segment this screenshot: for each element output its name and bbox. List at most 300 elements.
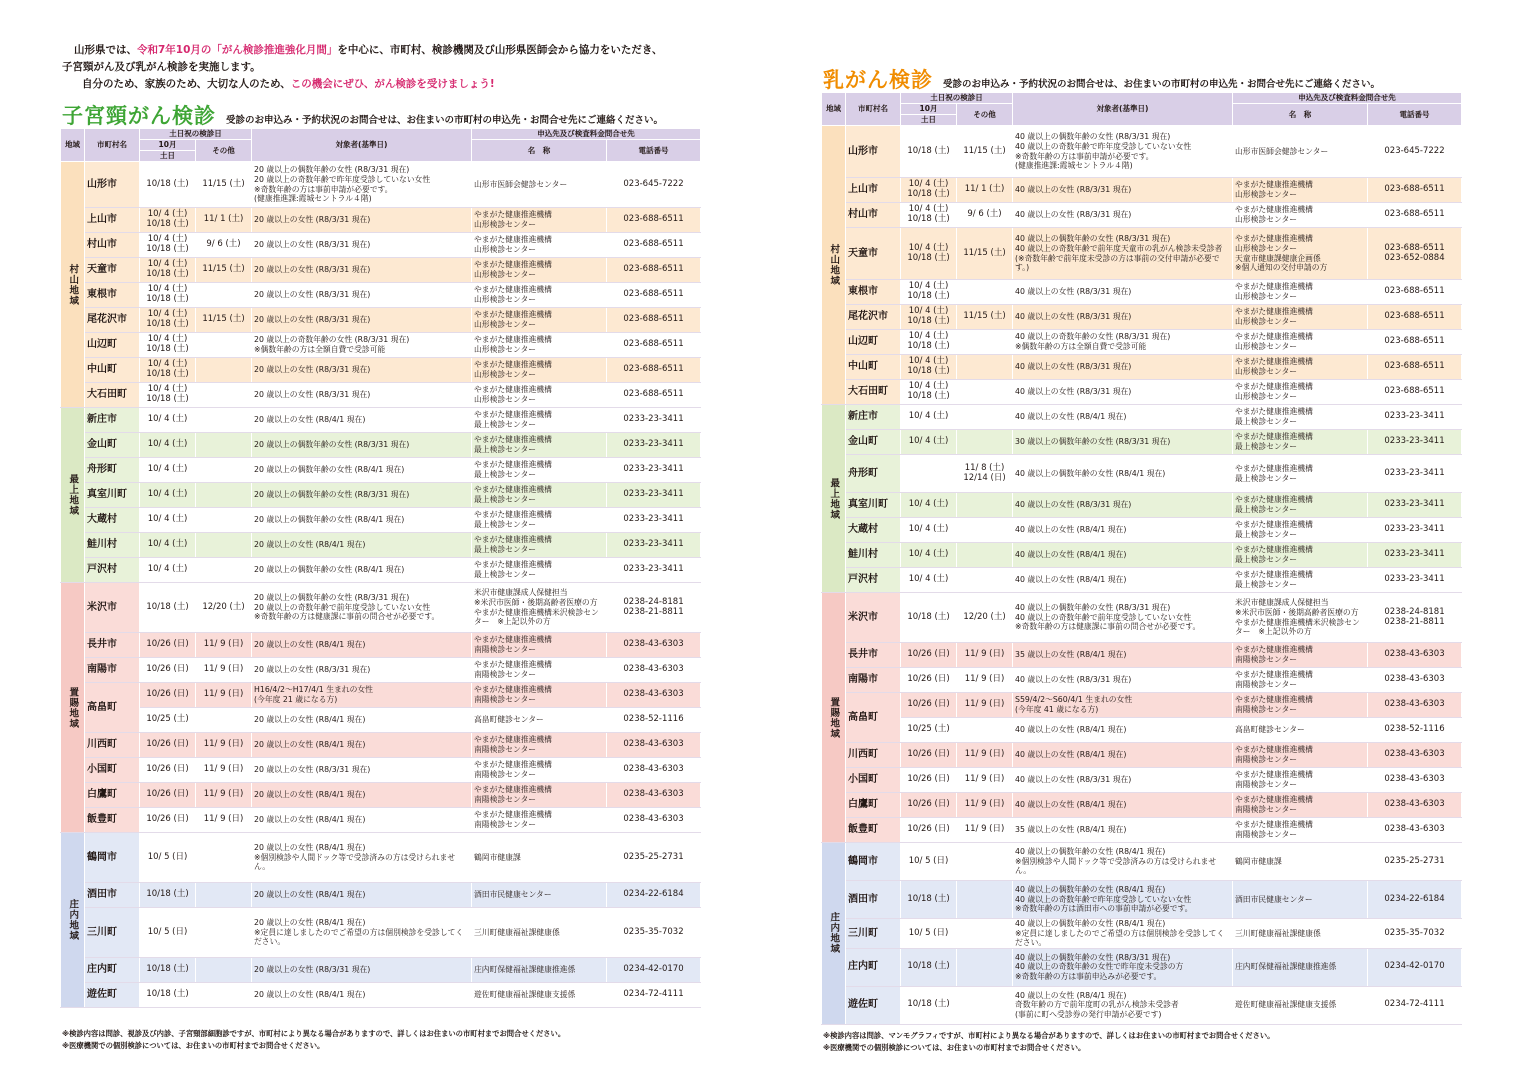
exam-date-other: 11/ 1 (土)	[957, 178, 1013, 203]
table-row	[822, 330, 1462, 355]
target-eligibility: 40 歳以上の女性 (R8/4/1 現在)	[1013, 793, 1233, 818]
table-row	[822, 643, 1462, 668]
contact-phone: 0238-43-6303	[1368, 643, 1462, 668]
table-row	[822, 305, 1462, 330]
contact-name: やまがた健康推進機構 最上検診センター	[1233, 405, 1368, 430]
table-row	[61, 658, 701, 683]
exam-date-october: 10/ 4 (土)	[901, 430, 957, 455]
municipality-name: 三川町	[85, 908, 140, 958]
exam-date-other	[957, 843, 1013, 881]
exam-date-october: 10/ 5 (日)	[140, 833, 196, 883]
exam-date-other	[196, 708, 252, 733]
table-row	[822, 203, 1462, 228]
contact-phone: 0238-43-6303	[607, 733, 701, 758]
region-label: 置賜地域	[822, 593, 846, 843]
contact-name: やまがた健康推進機構 南陽検診センター	[1233, 793, 1368, 818]
contact-phone: 023-688-6511	[1368, 203, 1462, 228]
table-row	[822, 919, 1462, 949]
region-label: 庄内地域	[61, 833, 85, 1008]
target-eligibility: 40 歳以上の女性 (R8/3/31 現在)	[1013, 203, 1233, 228]
table-row	[61, 583, 701, 633]
intro-line1-rest: を中心に、市町村、検診機関及び山形県医師会から協力をいただき、	[337, 44, 663, 56]
municipality-name: 長井市	[85, 633, 140, 658]
contact-phone: 0233-23-3411	[1368, 543, 1462, 568]
exam-date-october: 10/ 4 (土)	[140, 458, 196, 483]
exam-date-other	[957, 986, 1013, 1024]
municipality-name: 山形市	[846, 126, 901, 178]
header-weekend: 土日祝の検診日	[140, 129, 252, 140]
municipality-name: 白鷹町	[846, 793, 901, 818]
exam-date-other	[196, 333, 252, 358]
exam-date-other: 12/20 (土)	[957, 593, 1013, 643]
exam-date-october: 10/18 (土)	[901, 881, 957, 919]
exam-date-october: 10/ 4 (土) 10/18 (土)	[140, 383, 196, 408]
target-eligibility: 40 歳以上の偶数年齢の女性 (R8/4/1 現在)	[1013, 455, 1233, 493]
exam-date-other	[957, 919, 1013, 949]
exam-date-other: 11/ 1 (土)	[196, 208, 252, 233]
contact-phone: 0235-35-7032	[607, 908, 701, 958]
table-row	[61, 708, 701, 733]
exam-date-other: 9/ 6 (土)	[196, 233, 252, 258]
table-row	[61, 208, 701, 233]
exam-date-october: 10/ 4 (土)	[901, 518, 957, 543]
target-eligibility: 20 歳以上の女性 (R8/4/1 現在)	[252, 808, 472, 833]
target-eligibility: 20 歳以上の偶数年齢の女性 (R8/4/1 現在)	[252, 558, 472, 583]
municipality-name: 大蔵村	[846, 518, 901, 543]
intro-line2: 子宮頸がん及び乳がん検診を実施します。	[62, 61, 261, 73]
contact-phone: 0233-23-3411	[1368, 455, 1462, 493]
table-row	[61, 162, 701, 208]
target-eligibility: 40 歳以上の偶数年齢の女性 (R8/3/31 現在) 40 歳以上の奇数年齢で前年度天童市の乳がん検診未受診者 (※奇数年齢で前年度未受診の方は事前の交付申請が必要です。)	[1013, 228, 1233, 280]
contact-name: やまがた健康推進機構 南陽検診センター	[472, 758, 607, 783]
municipality-name: 小国町	[85, 758, 140, 783]
header-region: 地域	[822, 93, 846, 126]
contact-name: やまがた健康推進機構 南陽検診センター	[1233, 693, 1368, 718]
table-row	[61, 633, 701, 658]
table-row	[61, 333, 701, 358]
breast-header	[823, 64, 1380, 94]
exam-date-october: 10/ 4 (土)	[140, 508, 196, 533]
target-eligibility: 20 歳以上の女性 (R8/3/31 現在)	[252, 958, 472, 983]
contact-name: やまがた健康推進機構 南陽検診センター	[472, 733, 607, 758]
cervical-title: 子宮頸がん検診	[62, 104, 216, 128]
exam-date-october: 10/ 4 (土)	[140, 408, 196, 433]
target-eligibility: 40 歳以上の女性 (R8/4/1 現在)	[1013, 743, 1233, 768]
municipality-name: 鶴岡市	[85, 833, 140, 883]
table-row	[61, 408, 701, 433]
exam-date-october: 10/ 4 (土) 10/18 (土)	[901, 380, 957, 405]
municipality-name: 庄内町	[85, 958, 140, 983]
municipality-name: 戸沢村	[846, 568, 901, 593]
municipality-name: 高畠町	[846, 693, 901, 743]
intro-text	[62, 42, 712, 93]
target-eligibility: 40 歳以上の女性 (R8/3/31 現在)	[1013, 493, 1233, 518]
municipality-name: 酒田市	[85, 883, 140, 908]
municipality-name: 大石田町	[85, 383, 140, 408]
exam-date-october: 10/18 (土)	[140, 583, 196, 633]
target-eligibility: 40 歳以上の偶数年齢の女性 (R8/3/31 現在) 40 歳以上の奇数年齢の女性で昨年度未受診の方 ※奇数年齢の方は事前申込みが必要です。	[1013, 948, 1233, 986]
contact-name: やまがた健康推進機構 最上検診センター	[1233, 493, 1368, 518]
contact-name: やまがた健康推進機構 南陽検診センター	[1233, 743, 1368, 768]
target-eligibility: 20 歳以上の女性 (R8/4/1 現在)	[252, 633, 472, 658]
contact-name: やまがた健康推進機構 山形検診センター 天童市健康課健康企画係 ※個人通知の交付申請の方	[1233, 228, 1368, 280]
exam-date-october: 10/ 4 (土) 10/18 (土)	[901, 355, 957, 380]
exam-date-other	[957, 948, 1013, 986]
header-other: その他	[196, 140, 252, 162]
exam-date-other: 11/15 (土)	[196, 308, 252, 333]
region-label: 庄内地域	[822, 843, 846, 1025]
contact-name: 酒田市民健康センター	[1233, 881, 1368, 919]
exam-date-october: 10/ 4 (土) 10/18 (土)	[140, 358, 196, 383]
exam-date-other	[196, 833, 252, 883]
region-label: 村山地域	[61, 162, 85, 408]
header-contact: 申込先及び検査料金問合せ先	[1233, 93, 1462, 104]
table-row	[822, 948, 1462, 986]
municipality-name: 尾花沢市	[846, 305, 901, 330]
table-row	[822, 593, 1462, 643]
header-name: 名 称	[472, 140, 607, 162]
municipality-name: 大蔵村	[85, 508, 140, 533]
municipality-name: 遊佐町	[85, 983, 140, 1008]
target-eligibility: 40 歳以上の女性 (R8/4/1 現在)	[1013, 405, 1233, 430]
exam-date-october: 10/26 (日)	[901, 693, 957, 718]
contact-phone: 0233-23-3411	[607, 558, 701, 583]
contact-phone: 023-688-6511	[607, 308, 701, 333]
contact-phone: 0233-23-3411	[607, 458, 701, 483]
breast-note: 受診のお申込み・予約状況のお問合せは、お住まいの市町村の申込先・お問合せ先にご連絡ください。	[943, 79, 1381, 90]
target-eligibility: 20 歳以上の女性 (R8/4/1 現在)	[252, 708, 472, 733]
table-row	[822, 843, 1462, 881]
exam-date-october: 10/26 (日)	[901, 643, 957, 668]
contact-phone: 0238-43-6303	[1368, 693, 1462, 718]
contact-phone: 0238-43-6303	[607, 783, 701, 808]
table-row	[822, 793, 1462, 818]
header-sat: 土日	[901, 115, 957, 126]
table-row	[61, 908, 701, 958]
target-eligibility: 20 歳以上の偶数年齢の女性 (R8/3/31 現在) 20 歳以上の奇数年齢で前年度受診していない女性 ※奇数年齢の方は健康課に事前の問合せが必要です。	[252, 583, 472, 633]
exam-date-october: 10/26 (日)	[901, 743, 957, 768]
municipality-name: 南陽市	[85, 658, 140, 683]
contact-phone: 023-688-6511	[607, 333, 701, 358]
exam-date-other	[196, 433, 252, 458]
region-label: 最上地域	[822, 405, 846, 593]
contact-name: 庄内町保健福祉課健康推進係	[472, 958, 607, 983]
contact-phone: 0238-52-1116	[1368, 718, 1462, 743]
exam-date-october: 10/26 (日)	[140, 733, 196, 758]
exam-date-october: 10/26 (日)	[140, 808, 196, 833]
exam-date-october: 10/26 (日)	[140, 633, 196, 658]
exam-date-other	[957, 280, 1013, 305]
municipality-name: 三川町	[846, 919, 901, 949]
table-row	[822, 280, 1462, 305]
region-label: 置賜地域	[61, 583, 85, 833]
exam-date-october: 10/26 (日)	[140, 683, 196, 708]
target-eligibility: 30 歳以上の偶数年齢の女性 (R8/3/31 現在)	[1013, 430, 1233, 455]
table-row	[61, 483, 701, 508]
target-eligibility: 20 歳以上の偶数年齢の女性 (R8/4/1 現在)	[252, 508, 472, 533]
contact-phone: 0238-43-6303	[1368, 768, 1462, 793]
table-row	[61, 308, 701, 333]
exam-date-october: 10/ 4 (土) 10/18 (土)	[901, 203, 957, 228]
header-oct: 10月	[140, 140, 196, 151]
exam-date-october: 10/26 (日)	[901, 768, 957, 793]
contact-name: 鶴岡市健康課	[472, 833, 607, 883]
table-row	[61, 283, 701, 308]
municipality-name: 天童市	[85, 258, 140, 283]
municipality-name: 山形市	[85, 162, 140, 208]
contact-name: やまがた健康推進機構 最上検診センター	[472, 408, 607, 433]
contact-name: やまがた健康推進機構 南陽検診センター	[472, 658, 607, 683]
exam-date-october: 10/18 (土)	[140, 162, 196, 208]
target-eligibility: 40 歳以上の偶数年齢の女性 (R8/4/1 現在) ※定員に達しましたのでご希望の方は個別検診を受診してください。	[1013, 919, 1233, 949]
municipality-name: 庄内町	[846, 948, 901, 986]
exam-date-october: 10/ 5 (日)	[901, 843, 957, 881]
table-row	[822, 178, 1462, 203]
table-row	[822, 568, 1462, 593]
municipality-name: 尾花沢市	[85, 308, 140, 333]
exam-date-october: 10/ 5 (日)	[901, 919, 957, 949]
contact-phone: 023-688-6511	[1368, 178, 1462, 203]
municipality-name: 山辺町	[846, 330, 901, 355]
contact-name: やまがた健康推進機構 山形検診センター	[1233, 178, 1368, 203]
contact-name: やまがた健康推進機構 山形検診センター	[472, 233, 607, 258]
exam-date-october: 10/25 (土)	[901, 718, 957, 743]
contact-name: やまがた健康推進機構 山形検診センター	[1233, 355, 1368, 380]
exam-date-october: 10/ 4 (土)	[140, 533, 196, 558]
municipality-name: 山辺町	[85, 333, 140, 358]
exam-date-other: 11/15 (土)	[957, 228, 1013, 280]
header-target: 対象者(基準日)	[252, 129, 472, 162]
contact-name: 鶴岡市健康課	[1233, 843, 1368, 881]
table-row	[822, 818, 1462, 843]
municipality-name: 金山町	[85, 433, 140, 458]
region-label: 村山地域	[822, 126, 846, 405]
exam-date-october: 10/18 (土)	[901, 986, 957, 1024]
exam-date-other	[196, 283, 252, 308]
contact-phone: 023-688-6511 023-652-0884	[1368, 228, 1462, 280]
municipality-name: 遊佐町	[846, 986, 901, 1024]
exam-date-other: 11/ 9 (日)	[196, 783, 252, 808]
header-weekend: 土日祝の検診日	[901, 93, 1013, 104]
exam-date-other	[957, 881, 1013, 919]
contact-name: 酒田市民健康センター	[472, 883, 607, 908]
target-eligibility: 40 歳以上の奇数年齢の女性 (R8/3/31 現在) ※偶数年齢の方は全額自費で受診可能	[1013, 330, 1233, 355]
header-target: 対象者(基準日)	[1013, 93, 1233, 126]
exam-date-other: 11/15 (土)	[957, 305, 1013, 330]
municipality-name: 川西町	[85, 733, 140, 758]
contact-phone: 023-645-7222	[1368, 126, 1462, 178]
table-row	[822, 986, 1462, 1024]
target-eligibility: 40 歳以上の女性 (R8/4/1 現在) 奇数年齢の方で前年度町の乳がん検診未受診者 (事前に町へ受診券の発行申請が必要です)	[1013, 986, 1233, 1024]
target-eligibility: 20 歳以上の女性 (R8/4/1 現在) ※個別検診や人間ドック等で受診済みの方は受けられません。	[252, 833, 472, 883]
target-eligibility: 40 歳以上の女性 (R8/3/31 現在)	[1013, 178, 1233, 203]
exam-date-october: 10/25 (土)	[140, 708, 196, 733]
target-eligibility: H16/4/2～H17/4/1 生まれの女性 (今年度 21 歳になる方)	[252, 683, 472, 708]
contact-name: 米沢市健康課成人保健担当 ※米沢市医師・後期高齢者医療の方 やまがた健康推進機構米沢検診センター ※上記以外の方	[1233, 593, 1368, 643]
exam-date-other	[196, 533, 252, 558]
table-row	[822, 768, 1462, 793]
municipality-name: 新庄市	[846, 405, 901, 430]
municipality-name: 天童市	[846, 228, 901, 280]
contact-name: やまがた健康推進機構 南陽検診センター	[472, 783, 607, 808]
municipality-name: 戸沢村	[85, 558, 140, 583]
municipality-name: 中山町	[85, 358, 140, 383]
contact-name: やまがた健康推進機構 山形検診センター	[1233, 305, 1368, 330]
exam-date-other: 11/ 9 (日)	[196, 808, 252, 833]
contact-name: 庄内町保健福祉課健康推進係	[1233, 948, 1368, 986]
target-eligibility: 20 歳以上の女性 (R8/4/1 現在)	[252, 983, 472, 1008]
exam-date-october: 10/ 4 (土)	[901, 405, 957, 430]
table-row	[61, 383, 701, 408]
contact-phone: 0238-43-6303	[607, 758, 701, 783]
header-municipality: 市町村名	[846, 93, 901, 126]
contact-name: やまがた健康推進機構 最上検診センター	[472, 558, 607, 583]
contact-name: やまがた健康推進機構 最上検診センター	[1233, 568, 1368, 593]
exam-date-other: 11/ 9 (日)	[196, 733, 252, 758]
header-row-1	[61, 129, 701, 140]
exam-date-other	[196, 558, 252, 583]
target-eligibility: 40 歳以上の女性 (R8/4/1 現在)	[1013, 543, 1233, 568]
contact-name: やまがた健康推進機構 南陽検診センター	[472, 683, 607, 708]
contact-phone: 0238-43-6303	[607, 658, 701, 683]
target-eligibility: 20 歳以上の女性 (R8/4/1 現在) ※定員に達しましたのでご希望の方は個別検診を受診してください。	[252, 908, 472, 958]
contact-phone: 0233-23-3411	[1368, 568, 1462, 593]
contact-phone: 0233-23-3411	[607, 483, 701, 508]
target-eligibility: 40 歳以上の偶数年齢の女性 (R8/3/31 現在) 40 歳以上の奇数年齢で昨年度受診していない女性 ※奇数年齢の方は事前申請が必要です。 (健康推進課:霞城セントラル４階)	[1013, 126, 1233, 178]
contact-phone: 0238-43-6303	[1368, 668, 1462, 693]
target-eligibility: 20 歳以上の女性 (R8/3/31 現在)	[252, 258, 472, 283]
exam-date-other	[196, 958, 252, 983]
table-row	[61, 983, 701, 1008]
contact-phone: 023-688-6511	[1368, 330, 1462, 355]
target-eligibility: 20 歳以上の女性 (R8/3/31 現在)	[252, 308, 472, 333]
exam-date-other: 11/15 (土)	[196, 162, 252, 208]
contact-name: やまがた健康推進機構 山形検診センター	[1233, 330, 1368, 355]
contact-phone: 0233-23-3411	[1368, 518, 1462, 543]
municipality-name: 鮭川村	[85, 533, 140, 558]
contact-name: 山形市医師会健診センター	[1233, 126, 1368, 178]
exam-date-october: 10/26 (日)	[140, 758, 196, 783]
contact-name: やまがた健康推進機構 山形検診センター	[472, 383, 607, 408]
exam-date-other: 11/ 9 (日)	[957, 693, 1013, 718]
exam-date-october: 10/ 4 (土)	[901, 568, 957, 593]
target-eligibility: 40 歳以上の女性 (R8/3/31 現在)	[1013, 768, 1233, 793]
contact-phone: 0233-23-3411	[1368, 493, 1462, 518]
exam-date-other	[957, 330, 1013, 355]
exam-date-other: 11/15 (土)	[957, 126, 1013, 178]
exam-date-other: 11/15 (土)	[196, 258, 252, 283]
exam-date-october: 10/26 (日)	[901, 668, 957, 693]
contact-phone: 0233-23-3411	[1368, 430, 1462, 455]
cervical-footnote-2: ※医療機関での個別検診については、お住まいの市町村までお問合せください。	[62, 1041, 325, 1050]
exam-date-october: 10/ 4 (土) 10/18 (土)	[140, 233, 196, 258]
target-eligibility: 20 歳以上の偶数年齢の女性 (R8/3/31 現在) 20 歳以上の奇数年齢で昨年度受診していない女性 ※奇数年齢の方は事前申請が必要です。 (健康推進課:霞城セントラル４階)	[252, 162, 472, 208]
contact-phone: 0238-52-1116	[607, 708, 701, 733]
contact-phone: 0235-25-2731	[1368, 843, 1462, 881]
target-eligibility: 35 歳以上の女性 (R8/4/1 現在)	[1013, 643, 1233, 668]
contact-phone: 023-688-6511	[607, 358, 701, 383]
table-row	[61, 508, 701, 533]
contact-name: 高畠町健診センター	[472, 708, 607, 733]
contact-phone: 0238-43-6303	[607, 633, 701, 658]
municipality-name: 飯豊町	[85, 808, 140, 833]
municipality-name: 長井市	[846, 643, 901, 668]
exam-date-other: 11/ 9 (日)	[196, 658, 252, 683]
contact-name: やまがた健康推進機構 最上検診センター	[472, 483, 607, 508]
target-eligibility: 20 歳以上の女性 (R8/3/31 現在)	[252, 358, 472, 383]
contact-name: やまがた健康推進機構 南陽検診センター	[1233, 668, 1368, 693]
header-region: 地域	[61, 129, 85, 162]
contact-phone: 023-688-6511	[607, 233, 701, 258]
header-row-1	[822, 93, 1462, 104]
exam-date-october: 10/26 (日)	[901, 818, 957, 843]
municipality-name: 白鷹町	[85, 783, 140, 808]
exam-date-other: 11/ 9 (日)	[957, 743, 1013, 768]
target-eligibility: 40 歳以上の女性 (R8/4/1 現在)	[1013, 568, 1233, 593]
table-row	[61, 958, 701, 983]
table-row	[822, 743, 1462, 768]
region-label: 最上地域	[61, 408, 85, 583]
municipality-name: 鶴岡市	[846, 843, 901, 881]
exam-date-october: 10/ 4 (土)	[901, 493, 957, 518]
contact-phone: 0235-35-7032	[1368, 919, 1462, 949]
header-oct: 10月	[901, 104, 957, 115]
exam-date-other: 11/ 9 (日)	[196, 758, 252, 783]
municipality-name: 飯豊町	[846, 818, 901, 843]
exam-date-other	[196, 358, 252, 383]
target-eligibility: 40 歳以上の女性 (R8/3/31 現在)	[1013, 380, 1233, 405]
target-eligibility: 20 歳以上の女性 (R8/3/31 現在)	[252, 383, 472, 408]
exam-date-october: 10/ 4 (土) 10/18 (土)	[140, 308, 196, 333]
table-row	[822, 693, 1462, 718]
cervical-footnotes	[62, 1028, 565, 1052]
exam-date-other	[196, 908, 252, 958]
exam-date-october	[901, 455, 957, 493]
target-eligibility: S59/4/2～S60/4/1 生まれの女性 (今年度 41 歳になる方)	[1013, 693, 1233, 718]
exam-date-other: 11/ 9 (日)	[196, 683, 252, 708]
contact-phone: 0238-24-8181 0238-21-8811	[1368, 593, 1462, 643]
contact-name: 遊佐町健康福祉課健康支援係	[472, 983, 607, 1008]
municipality-name: 大石田町	[846, 380, 901, 405]
table-row	[61, 558, 701, 583]
exam-date-other	[957, 380, 1013, 405]
target-eligibility: 20 歳以上の偶数年齢の女性 (R8/3/31 現在)	[252, 483, 472, 508]
header-contact: 申込先及び検査料金問合せ先	[472, 129, 701, 140]
contact-name: やまがた健康推進機構 山形検診センター	[1233, 280, 1368, 305]
contact-name: やまがた健康推進機構 山形検診センター	[1233, 380, 1368, 405]
exam-date-other	[196, 883, 252, 908]
contact-phone: 023-688-6511	[1368, 280, 1462, 305]
table-row	[822, 455, 1462, 493]
contact-name: やまがた健康推進機構 南陽検診センター	[1233, 643, 1368, 668]
table-row	[61, 683, 701, 708]
contact-name: 米沢市健康課成人保健担当 ※米沢市医師・後期高齢者医療の方 やまがた健康推進機構米沢検診センター ※上記以外の方	[472, 583, 607, 633]
contact-name: やまがた健康推進機構 最上検診センター	[472, 458, 607, 483]
exam-date-other: 11/ 9 (日)	[957, 643, 1013, 668]
contact-name: やまがた健康推進機構 山形検診センター	[472, 308, 607, 333]
cervical-header	[62, 100, 663, 130]
exam-date-october: 10/18 (土)	[901, 593, 957, 643]
exam-date-october: 10/ 4 (土)	[140, 558, 196, 583]
exam-date-other	[957, 518, 1013, 543]
contact-phone: 0233-23-3411	[607, 508, 701, 533]
table-row	[61, 783, 701, 808]
exam-date-other	[196, 483, 252, 508]
contact-name: 三川町健康福祉課健康係	[1233, 919, 1368, 949]
contact-name: やまがた健康推進機構 最上検診センター	[472, 433, 607, 458]
intro-line1: 山形県では、	[74, 44, 137, 56]
exam-date-other	[957, 405, 1013, 430]
